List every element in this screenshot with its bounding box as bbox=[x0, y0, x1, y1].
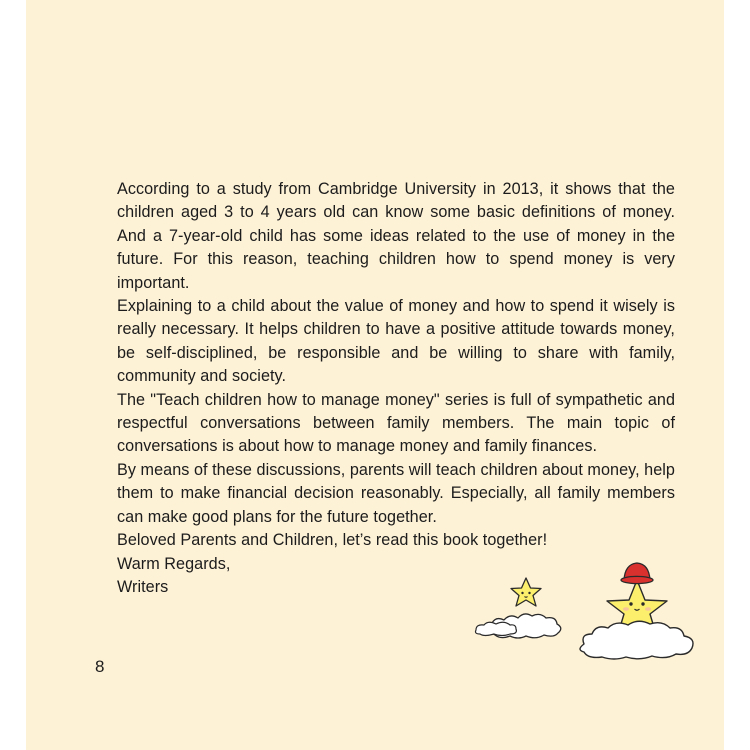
paragraph-value-of-money: Explaining to a child about the value of money and how to spend it wisely is really necessary. It helps children to have a positive attitude towards money, be self-disciplined, be responsible and be willing to share with family, community and society. bbox=[117, 297, 675, 386]
paragraph-series: The "Teach children how to manage money" series is full of sympathetic and respectful conversations between family members. The main topic of conversations is about how to manage money and family finances. bbox=[117, 390, 675, 456]
paragraph-discussions: By means of these discussions, parents will teach children about money, help them to make financial decision reasonably. Especially, all family members can make good plans for the future together. bbox=[117, 460, 675, 526]
paragraph-study: According to a study from Cambridge University in 2013, it shows that the children aged 3 to 4 years old can know some basic definitions of money. And a 7-year-old child has some ideas related to the use of money in the future. For this reason, teaching children how to spend money is very important. bbox=[117, 180, 675, 292]
main-text bbox=[117, 178, 675, 599]
small-star-on-cloud-icon bbox=[476, 578, 561, 638]
star-with-red-hat-on-cloud-icon bbox=[580, 563, 693, 659]
stars-on-clouds-illustration bbox=[474, 558, 700, 662]
closing-regards: Warm Regards, bbox=[117, 554, 231, 573]
book-page bbox=[26, 0, 724, 750]
page-number: 8 bbox=[95, 657, 105, 676]
closing-invitation: Beloved Parents and Children, let’s read this book together! bbox=[117, 531, 548, 550]
closing-signature: Writers bbox=[117, 577, 169, 596]
